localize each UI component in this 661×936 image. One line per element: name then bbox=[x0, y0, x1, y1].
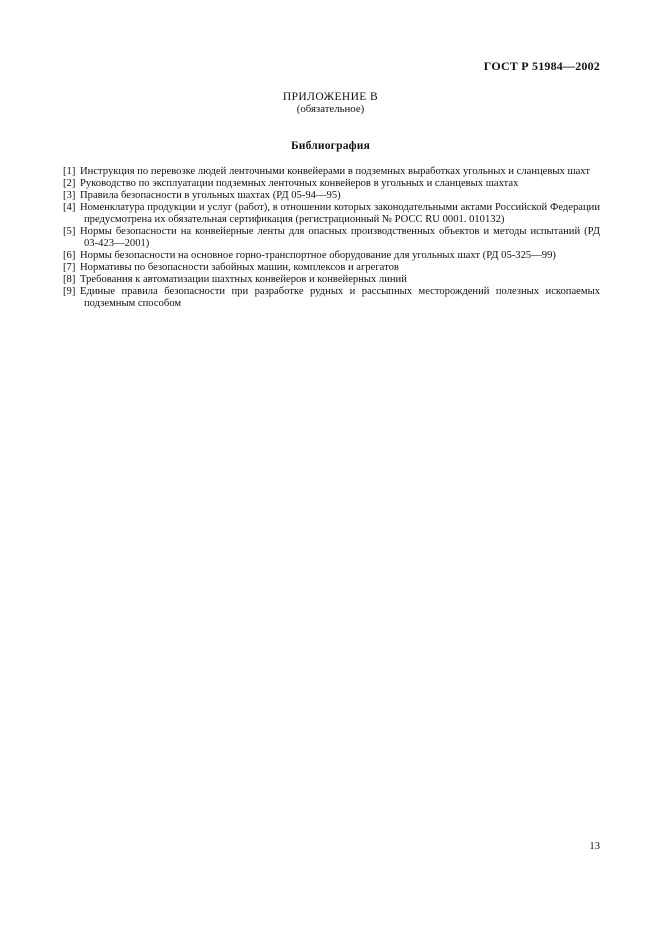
item-text: Нормативы по безопасности забойных машин, комплексов и агрегатов bbox=[80, 262, 399, 273]
doc-code: ГОСТ Р 51984—2002 bbox=[483, 59, 600, 73]
item-text: Нормы безопасности на основное горно-транспортное оборудование для угольных шахт (РД 05-325—99) bbox=[80, 250, 556, 261]
appendix-title: ПРИЛОЖЕНИЕ В bbox=[282, 91, 379, 103]
item-text: Номенклатура продукции и услуг (работ), в отношении которых законодательными актами Российской Федерации предусмотрена их обязательная сертификация (регистрационный № РОСС RU 0001. 010132) bbox=[80, 202, 600, 225]
item-marker: [1] bbox=[63, 166, 76, 177]
item-text: Нормы безопасности на конвейерные ленты для опасных производственных объектов и методы испытаний (РД 03-423—2001) bbox=[80, 226, 600, 249]
item-text: Единые правила безопасности при разработке рудных и рассыпных месторождений полезных ископаемых подземным способом bbox=[80, 286, 600, 309]
list-item bbox=[63, 250, 600, 262]
appendix-subtitle: (обязательное) bbox=[296, 103, 365, 115]
item-text: Руководство по эксплуатации подземных ленточных конвейеров в угольных и сланцевых шахтах bbox=[80, 178, 519, 189]
list-item bbox=[63, 166, 600, 178]
list-item bbox=[63, 190, 600, 202]
item-marker: [3] bbox=[63, 190, 76, 201]
item-marker: [2] bbox=[63, 178, 76, 189]
item-marker: [8] bbox=[63, 274, 76, 285]
list-item bbox=[63, 178, 600, 190]
bibliography-list bbox=[63, 166, 600, 310]
item-text: Инструкция по перевозке людей ленточными конвейерами в подземных выработках угольных и сланцевых шахт bbox=[80, 166, 590, 177]
item-text: Правила безопасности в угольных шахтах (РД 05-94—95) bbox=[80, 190, 341, 201]
page-number: 13 bbox=[589, 841, 600, 852]
list-item bbox=[63, 286, 600, 310]
list-item bbox=[63, 274, 600, 286]
item-marker: [7] bbox=[63, 262, 76, 273]
list-item bbox=[63, 226, 600, 250]
list-item bbox=[63, 262, 600, 274]
item-marker: [4] bbox=[63, 202, 76, 213]
section-title: Библиография bbox=[290, 140, 371, 152]
item-text: Требования к автоматизации шахтных конвейеров и конвейерных линий bbox=[80, 274, 407, 285]
item-marker: [6] bbox=[63, 250, 76, 261]
item-marker: [9] bbox=[63, 286, 76, 297]
item-marker: [5] bbox=[63, 226, 76, 237]
list-item bbox=[63, 202, 600, 226]
